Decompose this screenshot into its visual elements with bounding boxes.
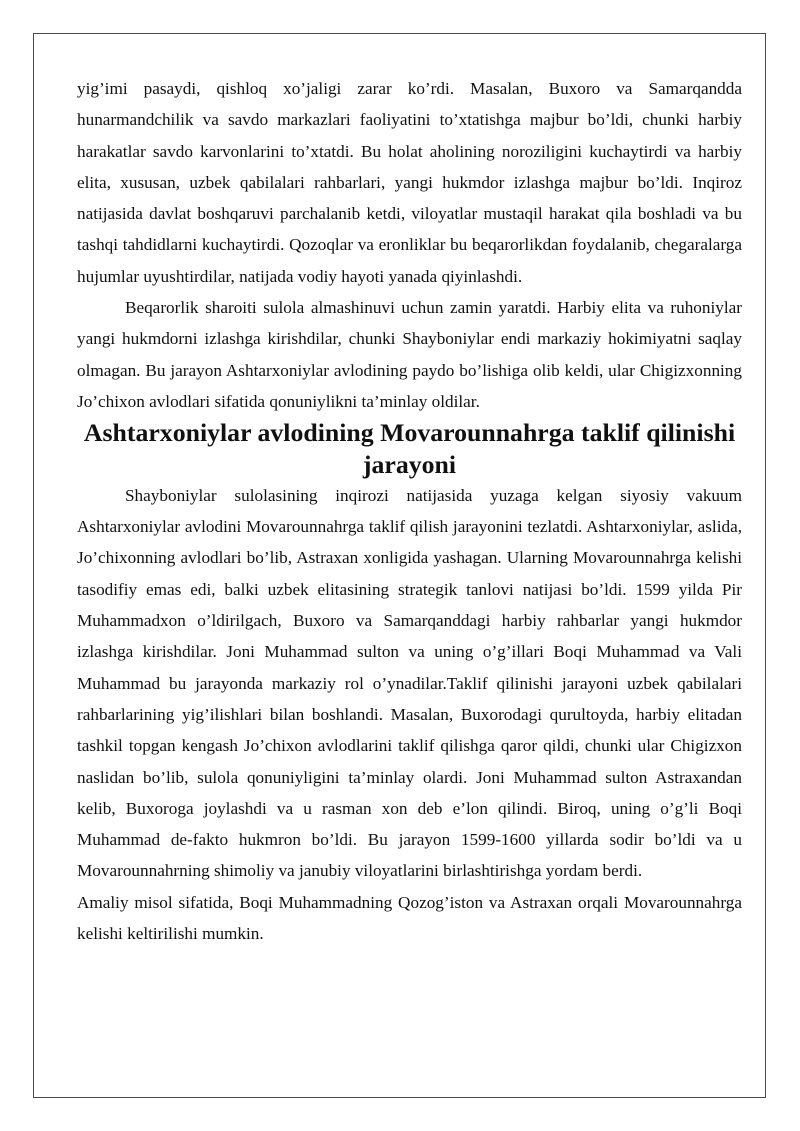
section-heading: Ashtarxoniylar avlodining Movarounnahrga taklif qilinishi jarayoni xyxy=(83,418,736,479)
paragraph-4: Amaliy misol sifatida, Boqi Muhammadning Qozog’iston va Astraxan orqali Movarounnahrga kelishi keltirilishi mumkin. xyxy=(77,892,742,944)
paragraph-2: Beqarorlik sharoiti sulola almashinuvi uchun zamin yaratdi. Harbiy elita va ruhoniylar yangi hukmdorni izlashga kirishdilar, chunki Shayboniylar endi markaziy hokimiyatni saqlay olmagan. Bu jarayon Ashtarxoniylar avlodining paydo bo’lishiga olib keldi, ular Chigizxonning Jo’chixon avlodlari sifatida qonuniylikni ta’minlay oldilar. xyxy=(77,298,742,411)
document-body xyxy=(77,73,742,949)
paragraph-1: yig’imi pasaydi, qishloq xo’jaligi zarar ko’rdi. Masalan, Buxoro va Samarqandda hunarmandchilik va savdo markazlari faoliyatini to’xtatishga majbur bo’ldi, chunki harbiy harakatlar savdo karvonlarini to’xtatdi. Bu holat aholining noroziligini kuchaytirdi va harbiy elita, xususan, uzbek qabilalari rahbarlari, yangi hukmdor izlashga majbur bo’ldi. Inqiroz natijasida davlat boshqaruvi parchalanib ketdi, viloyatlar mustaqil harakat qila boshladi va bu tashqi tahdidlarni kuchaytirdi. Qozoqlar va eronliklar bu beqarorlikdan foydalanib, chegaralarga hujumlar uyushtirdilar, natijada vodiy hayoti yanada qiyinlashdi. xyxy=(77,79,742,286)
paragraph-3: Shayboniylar sulolasining inqirozi natijasida yuzaga kelgan siyosiy vakuum Ashtarxoniylar avlodini Movarounnahrga taklif qilish jarayonini tezlatdi. Ashtarxoniylar, aslida, Jo’chixonning avlodlari bo’lib, Astraxan xonligida yashagan. Ularning Movarounnahrga kelishi tasodifiy emas edi, balki uzbek elitasining strategik tanlovi natijasi bo’ldi. 1599 yilda Pir Muhammadxon o’ldirilgach, Buxoro va Samarqanddagi harbiy rahbarlar yangi hukmdor izlashga kirishdilar. Joni Muhammad sulton va uning o’g’illari Boqi Muhammad va Vali Muhammad bu jarayonda markaziy rol o’ynadilar.Taklif qilinishi jarayoni uzbek qabilalari rahbarlarining yig’ilishlari bilan boshlandi. Masalan, Buxorodagi qurultoyda, harbiy elitadan tashkil topgan kengash Jo’chixon avlodlarini taklif qilishga qaror qildi, chunki ular Chigizxon naslidan bo’lib, sulola qonuniyligini ta’minlay olardi. Joni Muhammad sulton Astraxandan kelib, Buxoroga joylashdi va u rasman xon deb e’lon qilindi. Biroq, uning o’g’li Boqi Muhammad de-fakto hukmron bo’ldi. Bu jarayon 1599-1600 yillarda sodir bo’ldi va u Movarounnahrning shimoliy va janubiy viloyatlarini birlashtirishga yordam berdi. xyxy=(77,485,742,881)
